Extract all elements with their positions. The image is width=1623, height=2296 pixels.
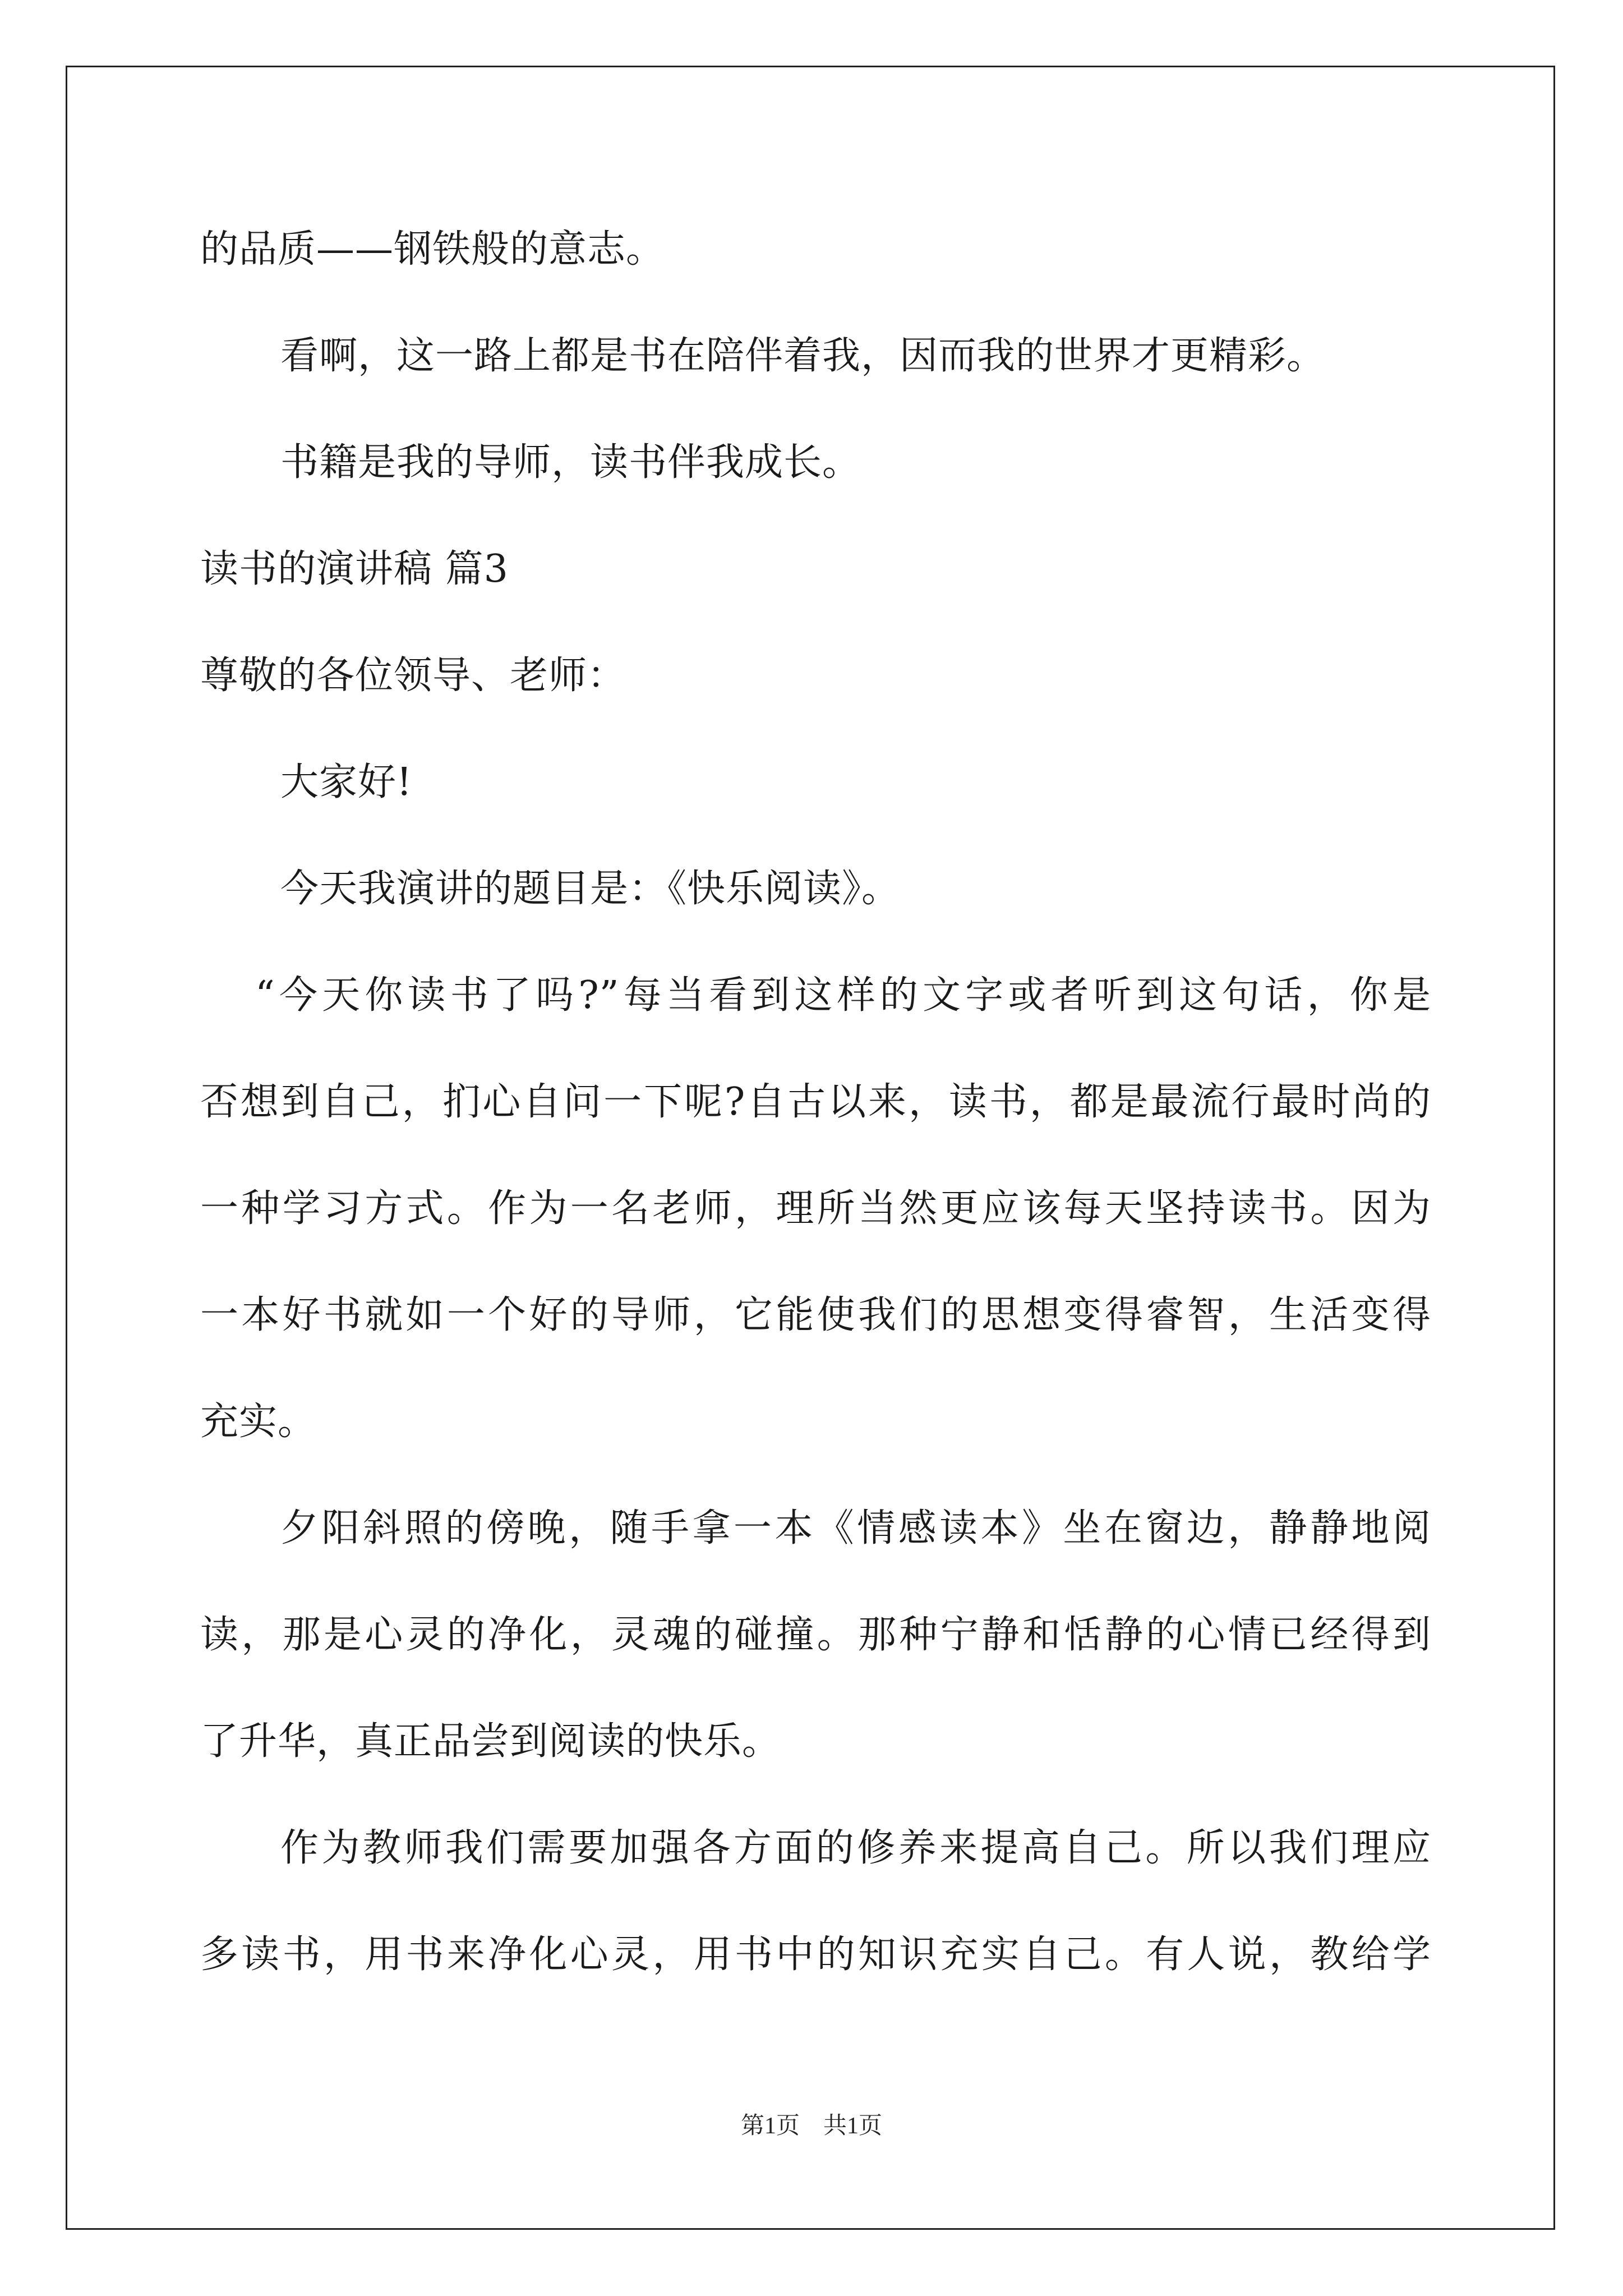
page-number-footer: 第1页 共1页 [740, 2113, 882, 2139]
paragraph-line: 读，那是心灵的净化，灵魂的碰撞。那种宁静和恬静的心情已经得到 [200, 1613, 1431, 1657]
paragraph-line: 作为教师我们需要加强各方面的修养来提高自己。所以我们理应 [280, 1826, 1431, 1870]
paragraph-line: 多读书，用书来净化心灵，用书中的知识充实自己。有人说，教给学 [200, 1932, 1431, 1977]
paragraph-line: 书籍是我的导师，读书伴我成长。 [280, 440, 861, 485]
section-heading: 读书的演讲稿 篇3 [200, 547, 509, 591]
paragraph-line: 一种学习方式。作为一名老师，理所当然更应该每天坚持读书。因为 [200, 1186, 1431, 1231]
paragraph-line: 看啊，这一路上都是书在陪伴着我，因而我的世界才更精彩。 [280, 334, 1326, 378]
paragraph-line: 一本好书就如一个好的导师，它能使我们的思想变得睿智，生活变得 [200, 1293, 1431, 1337]
paragraph-line: 了升华，真正品尝到阅读的快乐。 [200, 1719, 781, 1764]
paragraph-line: 的品质——钢铁般的意志。 [200, 227, 665, 272]
paragraph-line: “今天你读书了吗?”每当看到这样的文字或者听到这句话，你是 [255, 973, 1431, 1018]
paragraph-line: 夕阳斜照的傍晚，随手拿一本《情感读本》坐在窗边，静静地阅 [280, 1506, 1431, 1550]
greeting: 大家好! [280, 760, 413, 804]
paragraph-line: 充实。 [200, 1400, 317, 1444]
page-border [66, 66, 1555, 2230]
salutation: 尊敬的各位领导、老师： [200, 654, 626, 698]
paragraph-line: 今天我演讲的题目是：《快乐阅读》。 [280, 867, 901, 911]
paragraph-line: 否想到自己，扪心自问一下呢?自古以来，读书，都是最流行最时尚的 [200, 1080, 1431, 1124]
